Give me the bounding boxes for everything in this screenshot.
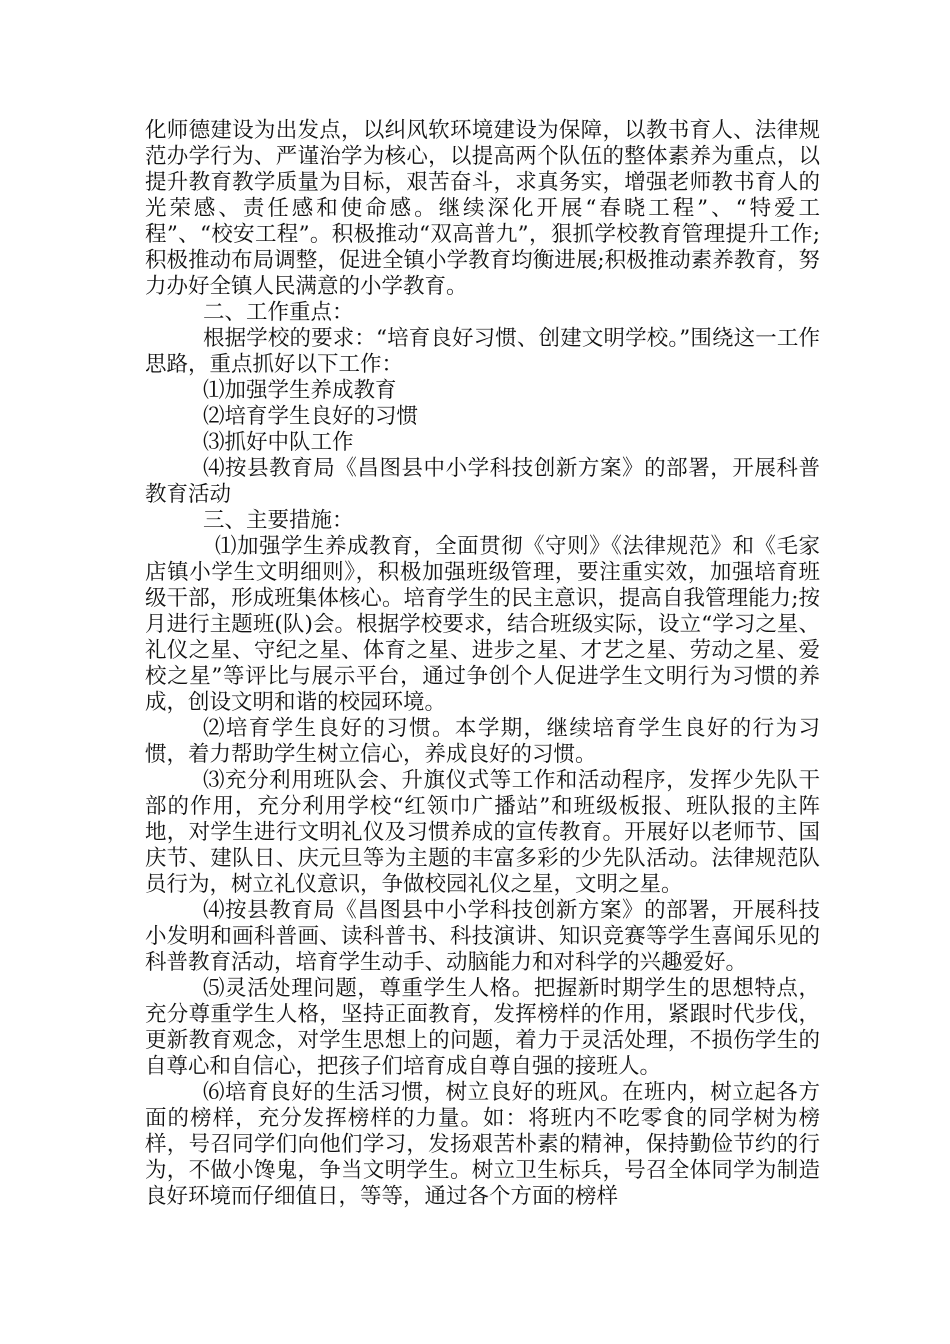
list-item-focus-2: ⑵培育学生良好的习惯 [203, 404, 419, 429]
document-page [145, 118, 820, 1210]
list-item-focus-1: ⑴加强学生养成教育 [203, 378, 397, 403]
paragraph-intro: 化师德建设为出发点，以纠风软环境建设为保障，以教书育人、法律规范办学行为、严谨治学为核心，以提高两个队伍的整体素养为重点，以提升教育教学质量为目标，艰苦奋斗，求真务实，增强老师教书育人的光荣感、责任感和使命感。继续深化开展“春晓工程”、“特爱工程”、“校安工程”。积极推动“双高普九”，狠抓学校教育管理提升工作;积极推动布局调整，促进全镇小学教育均衡进展;积极推动素养教育，努力办好全镇人民满意的小学教育。 [145, 118, 820, 299]
paragraph-measure-3: ⑶充分利用班队会、升旗仪式等工作和活动程序，发挥少先队干部的作用，充分利用学校“红领巾广播站”和班级板报、班队报的主阵地，对学生进行文明礼仪及习惯养成的宣传教育。开展好以老师节、国庆节、建队日、庆元旦等为主题的丰富多彩的少先队活动。法律规范队员行为，树立礼仪意识，争做校园礼仪之星，文明之星。 [145, 768, 820, 897]
paragraph-measure-6: ⑹培育良好的生活习惯，树立良好的班风。在班内，树立起各方面的榜样，充分发挥榜样的力量。如：将班内不吃零食的同学树为榜样，号召同学们向他们学习，发扬艰苦朴素的精神，保持勤俭节约的行为，不做小馋鬼，争当文明学生。树立卫生标兵，号召全体同学为制造良好环境而仔细值日，等等，通过各个方面的榜样 [145, 1080, 820, 1209]
paragraph-measure-4: ⑷按县教育局《昌图县中小学科技创新方案》的部署，开展科技小发明和画科普画、读科普书、科技演讲、知识竞赛等学生喜闻乐见的科普教育活动，培育学生动手、动脑能力和对科学的兴趣爱好。 [145, 898, 820, 975]
paragraph-work-focus: 根据学校的要求：“培育良好习惯、创建文明学校。”围绕这一工作思路，重点抓好以下工作： [145, 326, 820, 377]
list-item-focus-4: ⑷按县教育局《昌图县中小学科技创新方案》的部署，开展科普教育活动 [145, 456, 820, 507]
paragraph-measure-2: ⑵培育学生良好的习惯。本学期，继续培育学生良好的行为习惯，着力帮助学生树立信心，养成良好的习惯。 [145, 716, 820, 767]
paragraph-measure-5: ⑸灵活处理问题，尊重学生人格。把握新时期学生的思想特点，充分尊重学生人格，坚持正面教育，发挥榜样的作用，紧跟时代步伐，更新教育观念，对学生思想上的问题，着力于灵活处理，不损伤学生的自尊心和自信心，把孩子们培育成自尊自强的接班人。 [145, 976, 820, 1079]
section-heading-measures: 三、主要措施： [203, 508, 354, 533]
section-heading-work-focus: 二、工作重点： [203, 300, 354, 325]
list-item-focus-3: ⑶抓好中队工作 [203, 430, 354, 455]
paragraph-measure-1: ⑴加强学生养成教育，全面贯彻《守则》《法律规范》和《毛家店镇小学生文明细则》，积极加强班级管理，要注重实效，加强培育班级干部，形成班集体核心。培育学生的民主意识，提高自我管理能力;按月进行主题班(队)会。根据学校要求，结合班级实际，设立“学习之星、礼仪之星、守纪之星、体育之星、进步之星、才艺之星、劳动之星、爱校之星”等评比与展示平台，通过争创个人促进学生文明行为习惯的养成，创设文明和谐的校园环境。 [145, 534, 820, 715]
